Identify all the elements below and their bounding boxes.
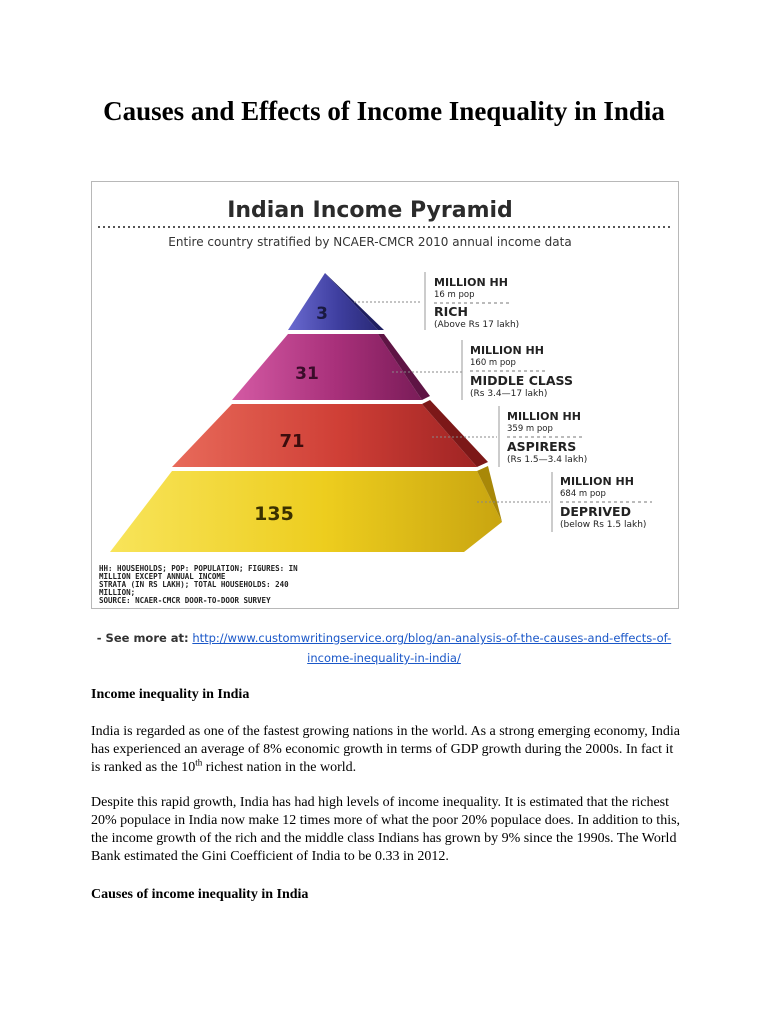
paragraph-growth: [91, 723, 681, 777]
income-inequality-heading: Income inequality in India: [91, 687, 250, 702]
causes-heading: Causes of income inequality in India: [91, 887, 309, 902]
tier-deprived: [110, 466, 502, 552]
tier-rich-value: 3: [316, 304, 328, 324]
label-deprived-unit: MILLION HH: [560, 475, 634, 488]
tier-middle-class-shape: [232, 334, 422, 400]
label-aspirers: [499, 406, 587, 467]
paragraph-growth-text: India is regarded as one of the fastest growing nations in the world. As a strong emerging economy, India has experienced an average of 8% economic growth in terms of GDP growth during the 2000s. In fact it is ranked as the 10: [91, 724, 681, 775]
footnote-line: MILLION;: [99, 588, 136, 597]
footnote-line: STRATA (IN RS LAKH); TOTAL HOUSEHOLDS: 240: [99, 580, 289, 589]
tier-middle-class-value: 31: [295, 364, 319, 384]
paragraph-growth-superscript: th: [195, 757, 203, 768]
infographic-title: Indian Income Pyramid: [227, 198, 513, 223]
label-rich: [425, 272, 519, 330]
label-deprived-population: 684 m pop: [560, 489, 606, 499]
label-middle-class-income: (Rs 3.4—17 lakh): [470, 389, 548, 399]
tier-deprived-shape: [110, 471, 502, 552]
income-pyramid-infographic: [91, 181, 679, 609]
footnote-source-line: SOURCE: NCAER-CMCR DOOR-TO-DOOR SURVEY: [99, 596, 271, 605]
tier-middle-class: [232, 334, 430, 400]
document-title: Causes and Effects of Income Inequality in India: [103, 96, 665, 126]
tier-deprived-value: 135: [254, 503, 294, 525]
label-aspirers-income: (Rs 1.5—3.4 lakh): [507, 455, 588, 465]
source-prefix: - See more at:: [96, 631, 189, 645]
paragraph-inequality: Despite this rapid growth, India has had high levels of income inequality. It is estimated that the richest 20% populace in India now make 12 times more of what the poor 20% populace does. In addition to this, the income growth of the rich and the middle class Indians has grown by 9% since the 1990s. The World Bank estimated the Gini Coefficient of India to be 0.33 in 2012.: [91, 795, 681, 864]
label-rich-population: 16 m pop: [434, 290, 475, 300]
tier-rich: [288, 273, 384, 330]
label-deprived: [552, 472, 652, 532]
source-link[interactable]: [192, 631, 671, 665]
tier-aspirers-value: 71: [279, 431, 305, 452]
footnote-line: MILLION EXCEPT ANNUAL INCOME: [99, 572, 226, 581]
source-link-line1: http://www.customwritingservice.org/blog/an-analysis-of-the-causes-and-effects-of-: [192, 631, 672, 645]
source-attribution: [60, 628, 708, 668]
label-deprived-income: (below Rs 1.5 lakh): [560, 520, 647, 530]
label-middle-class-category: MIDDLE CLASS: [470, 373, 573, 388]
tier-aspirers: [172, 400, 488, 467]
label-middle-class-unit: MILLION HH: [470, 344, 544, 357]
source-link-line2: income-inequality-in-india/: [307, 651, 461, 665]
label-rich-unit: MILLION HH: [434, 276, 508, 289]
infographic-footnote: [99, 564, 298, 605]
infographic-subtitle: Entire country stratified by NCAER-CMCR 2010 annual income data: [168, 235, 572, 249]
income-pyramid-graphic: [92, 182, 678, 608]
footnote-line: HH: HOUSEHOLDS; POP: POPULATION; FIGURES: IN: [99, 564, 298, 573]
label-middle-class: [462, 340, 573, 400]
label-rich-category: RICH: [434, 304, 468, 319]
label-aspirers-category: ASPIRERS: [507, 439, 577, 454]
label-deprived-category: DEPRIVED: [560, 504, 631, 519]
label-aspirers-population: 359 m pop: [507, 424, 553, 434]
label-rich-income: (Above Rs 17 lakh): [434, 320, 520, 330]
paragraph-growth-text-end: richest nation in the world.: [202, 760, 357, 775]
label-middle-class-population: 160 m pop: [470, 358, 516, 368]
label-aspirers-unit: MILLION HH: [507, 410, 581, 423]
